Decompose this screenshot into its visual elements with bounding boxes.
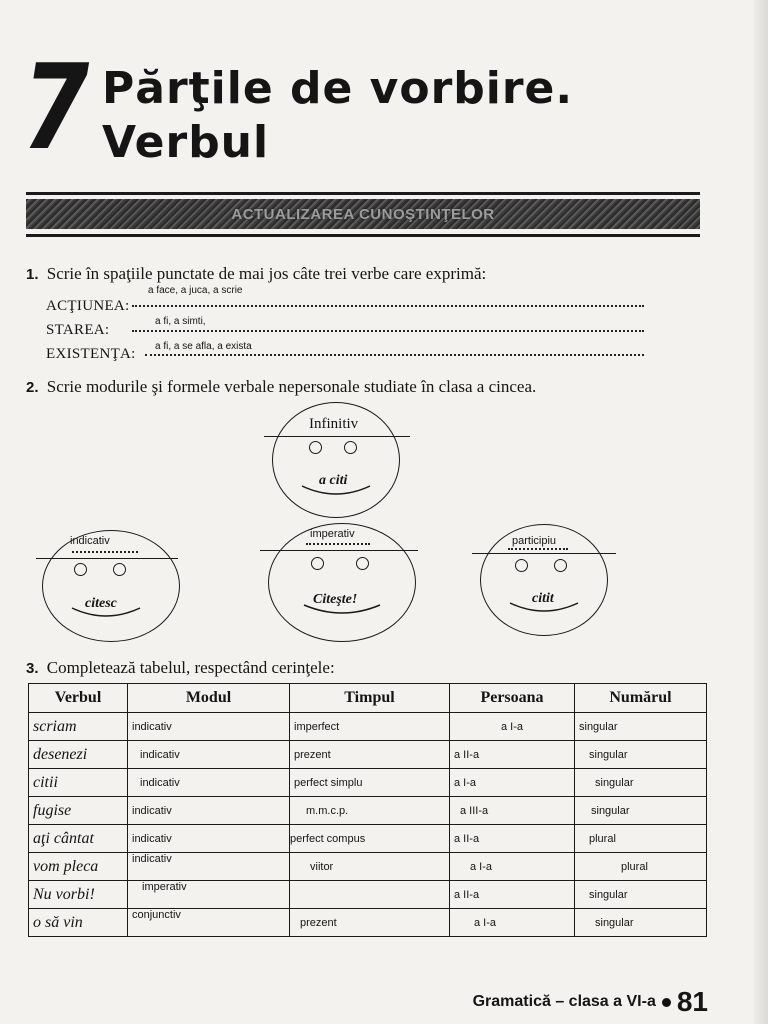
cell-verb: aţi cântat bbox=[29, 825, 128, 853]
table-row bbox=[29, 909, 707, 937]
exercise-2-number: 2. bbox=[26, 379, 39, 396]
face-participle-eye-right bbox=[554, 559, 567, 572]
table-row bbox=[29, 741, 707, 769]
header-verb: Verbul bbox=[29, 684, 128, 713]
page-footer bbox=[473, 986, 708, 1018]
chapter-title-line2: Verbul bbox=[102, 117, 270, 168]
footer-bullet-icon bbox=[662, 998, 671, 1007]
cell-verb: citii bbox=[29, 769, 128, 797]
face-imperative-word: Citeşte! bbox=[313, 592, 358, 607]
banner-rule-bottom bbox=[26, 234, 700, 237]
state-label: STAREA: bbox=[46, 322, 110, 338]
exercise-3-prompt bbox=[26, 658, 335, 678]
cell-person[interactable]: a I-a bbox=[450, 853, 575, 881]
cell-number[interactable]: singular bbox=[575, 797, 707, 825]
verb-table-header-row bbox=[29, 684, 707, 713]
face-participle-smile bbox=[508, 601, 580, 617]
cell-tense[interactable]: perfect simplu bbox=[290, 769, 450, 797]
cell-tense[interactable]: viitor bbox=[290, 853, 450, 881]
cell-mood[interactable]: indicativ bbox=[128, 741, 290, 769]
face-imperative-smile bbox=[302, 603, 382, 619]
cell-tense[interactable]: prezent bbox=[290, 741, 450, 769]
face-imperative bbox=[268, 523, 416, 642]
header-mood: Modul bbox=[128, 684, 290, 713]
cell-number[interactable]: singular bbox=[575, 909, 707, 937]
chapter-title-line1: Părţile de vorbire. bbox=[102, 63, 574, 114]
table-row bbox=[29, 853, 707, 881]
cell-tense[interactable] bbox=[290, 881, 450, 909]
exercise-2-text: Scrie modurile şi formele verbale nepersonale studiate în clasa a cincea. bbox=[46, 377, 537, 396]
face-imperative-dotted-line bbox=[306, 543, 370, 545]
verb-table bbox=[28, 683, 707, 937]
exercise-3-number: 3. bbox=[26, 660, 39, 677]
cell-mood[interactable]: indicativ bbox=[128, 769, 290, 797]
cell-person[interactable]: a II-a bbox=[450, 825, 575, 853]
cell-number[interactable]: plural bbox=[575, 853, 707, 881]
cell-verb: Nu vorbi! bbox=[29, 881, 128, 909]
action-dotted-line bbox=[132, 305, 644, 307]
table-row bbox=[29, 713, 707, 741]
cell-mood[interactable]: imperativ bbox=[128, 881, 290, 909]
cell-tense[interactable]: perfect compus bbox=[290, 825, 450, 853]
state-answer[interactable]: a fi, a simti, bbox=[155, 316, 206, 327]
cell-person[interactable]: a III-a bbox=[450, 797, 575, 825]
cell-tense[interactable]: imperfect bbox=[290, 713, 450, 741]
action-answer[interactable]: a face, a juca, a scrie bbox=[148, 285, 243, 296]
face-infinitive-brim bbox=[264, 436, 410, 437]
footer-text: Gramatică – clasa a VI-a bbox=[472, 993, 656, 1010]
cell-person[interactable]: a II-a bbox=[450, 741, 575, 769]
face-indicative-brim bbox=[36, 558, 178, 559]
face-imperative-eye-right bbox=[356, 557, 369, 570]
face-infinitive-eye-left bbox=[309, 441, 322, 454]
face-participle-title[interactable]: participiu bbox=[512, 535, 557, 547]
cell-mood[interactable]: indicativ bbox=[128, 797, 290, 825]
cell-number[interactable]: plural bbox=[575, 825, 707, 853]
cell-verb: fugise bbox=[29, 797, 128, 825]
face-participle-eye-left bbox=[515, 559, 528, 572]
existence-label: EXISTENŢA: bbox=[46, 346, 136, 362]
header-tense: Timpul bbox=[290, 684, 450, 713]
face-indicative-smile bbox=[70, 606, 142, 622]
section-banner bbox=[26, 199, 700, 229]
section-banner-text: ACTUALIZAREA CUNOŞTINŢELOR bbox=[231, 205, 495, 223]
cell-number[interactable]: singular bbox=[575, 881, 707, 909]
table-row bbox=[29, 797, 707, 825]
exercise-1-prompt bbox=[26, 264, 486, 284]
face-participle-brim bbox=[472, 553, 616, 554]
cell-number[interactable]: singular bbox=[575, 713, 707, 741]
state-dotted-line bbox=[132, 330, 644, 332]
face-imperative-eye-left bbox=[311, 557, 324, 570]
face-infinitive-word: a citi bbox=[319, 473, 348, 488]
cell-verb: o să vin bbox=[29, 909, 128, 937]
cell-person[interactable]: a I-a bbox=[450, 713, 575, 741]
cell-mood[interactable]: indicativ bbox=[128, 853, 290, 881]
cell-verb: vom pleca bbox=[29, 853, 128, 881]
table-row bbox=[29, 825, 707, 853]
exercise-3-text: Completează tabelul, respectând cerinţele: bbox=[46, 658, 335, 677]
cell-tense[interactable]: m.m.c.p. bbox=[290, 797, 450, 825]
face-participle-word: citit bbox=[532, 591, 554, 606]
cell-mood[interactable]: conjunctiv bbox=[128, 909, 290, 937]
table-row bbox=[29, 881, 707, 909]
cell-person[interactable]: a I-a bbox=[450, 769, 575, 797]
cell-number[interactable]: singular bbox=[575, 769, 707, 797]
face-infinitive-smile bbox=[300, 484, 372, 500]
action-label: ACŢIUNEA: bbox=[46, 298, 130, 314]
face-indicative-dotted-line bbox=[72, 551, 138, 553]
face-indicative-title[interactable]: indicativ bbox=[70, 535, 110, 547]
cell-number[interactable]: singular bbox=[575, 741, 707, 769]
face-indicative bbox=[42, 530, 180, 642]
exercise-2-prompt bbox=[26, 377, 536, 397]
cell-verb: scriam bbox=[29, 713, 128, 741]
face-imperative-title[interactable]: imperativ bbox=[310, 528, 355, 540]
exercise-1-number: 1. bbox=[26, 266, 39, 283]
chapter-number: 7 bbox=[22, 38, 90, 176]
exercise-1-text: Scrie în spaţiile punctate de mai jos câte trei verbe care exprimă: bbox=[46, 264, 487, 283]
face-indicative-eye-right bbox=[113, 563, 126, 576]
face-infinitive-eye-right bbox=[344, 441, 357, 454]
cell-verb: desenezi bbox=[29, 741, 128, 769]
table-row bbox=[29, 769, 707, 797]
existence-dotted-line bbox=[145, 354, 644, 356]
face-participle-dotted-line bbox=[508, 548, 568, 550]
header-person: Persoana bbox=[450, 684, 575, 713]
cell-person[interactable]: a I-a bbox=[450, 909, 575, 937]
cell-person[interactable]: a II-a bbox=[450, 881, 575, 909]
page-number: 81 bbox=[676, 986, 708, 1017]
chapter-title bbox=[102, 62, 573, 170]
face-imperative-brim bbox=[260, 550, 418, 551]
face-infinitive-title: Infinitiv bbox=[309, 416, 359, 432]
existence-answer[interactable]: a fi, a se afla, a exista bbox=[155, 341, 252, 352]
cell-tense[interactable]: prezent bbox=[290, 909, 450, 937]
cell-mood[interactable]: indicativ bbox=[128, 713, 290, 741]
banner-rule-top bbox=[26, 192, 700, 195]
face-indicative-word: citesc bbox=[85, 596, 117, 611]
header-number: Numărul bbox=[575, 684, 707, 713]
face-indicative-eye-left bbox=[74, 563, 87, 576]
cell-mood[interactable]: indicativ bbox=[128, 825, 290, 853]
page-edge bbox=[754, 0, 768, 1024]
